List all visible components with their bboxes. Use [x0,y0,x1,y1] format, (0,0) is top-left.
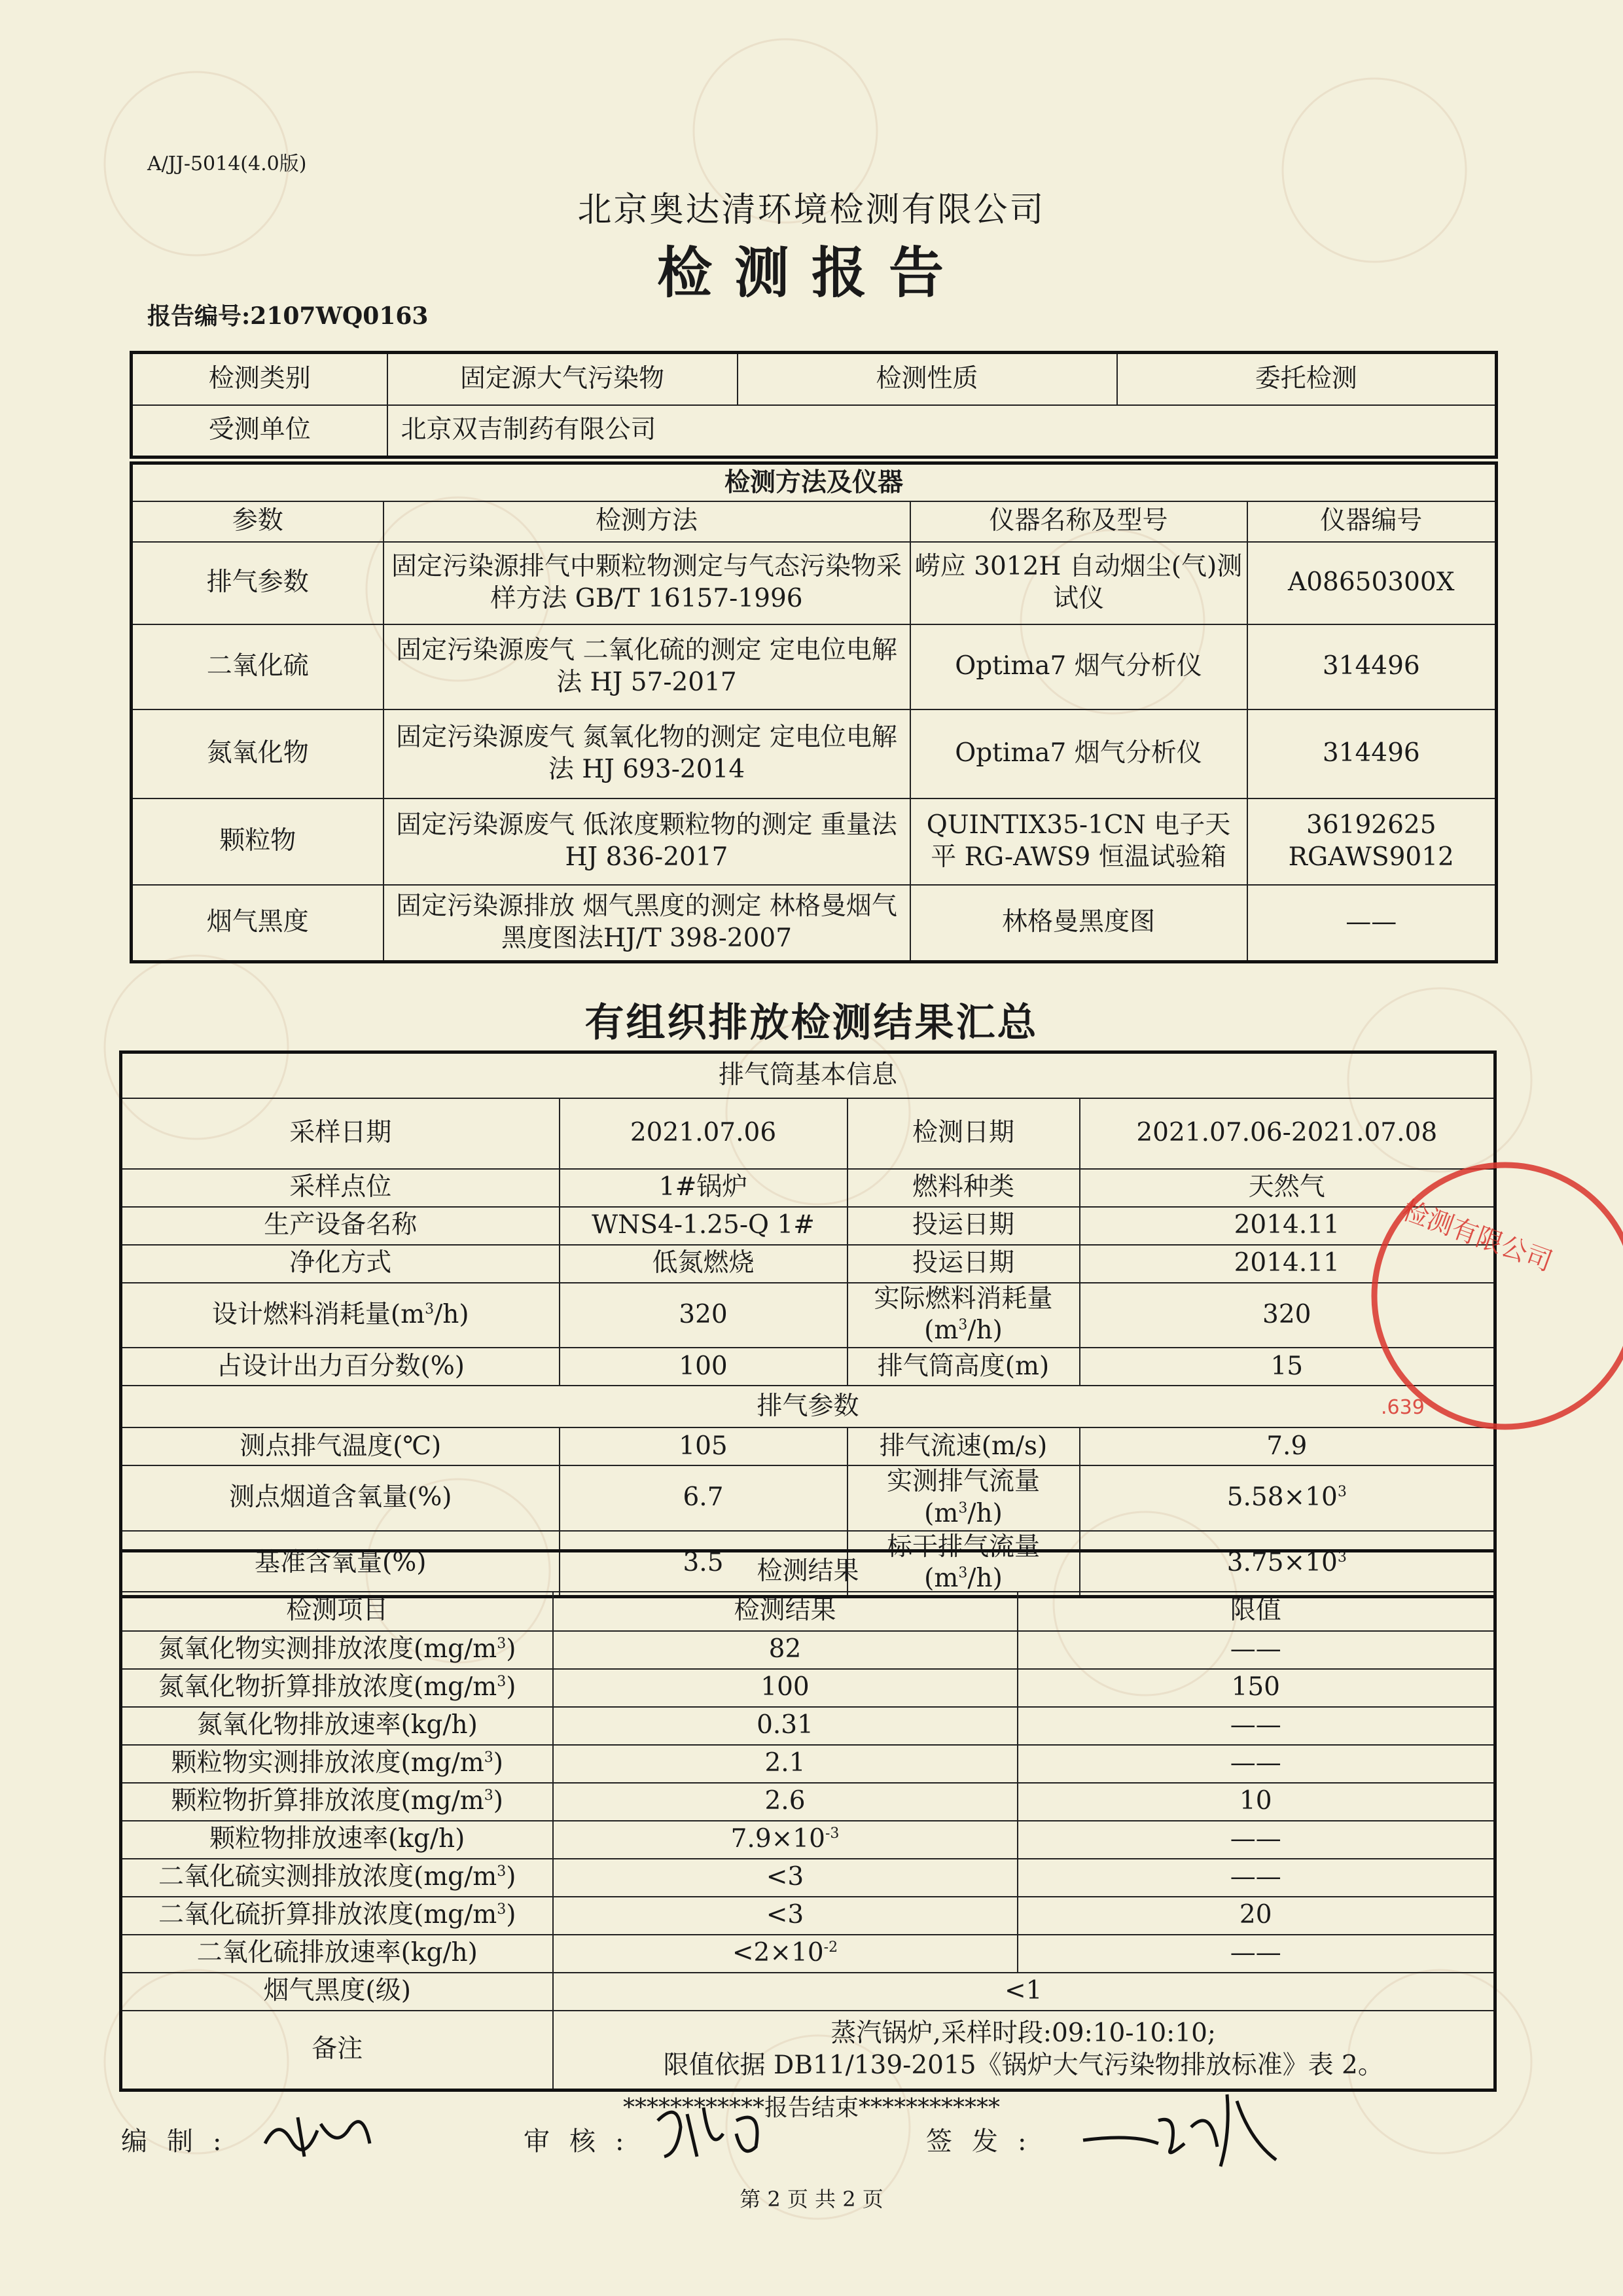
result-limit: —— [1018,1935,1495,1973]
purification-label: 净化方式 [121,1245,560,1283]
page-number: 第 2 页 共 2 页 [740,2187,883,2212]
method-row-instrument: 林格曼黑度图 [910,885,1247,962]
result-item: 颗粒物实测排放浓度$(mg/m^3)$ [121,1745,553,1783]
results-header-item: 检测项目 [121,1592,553,1631]
method-row-number: A08650300X [1247,542,1497,624]
info-table [130,351,1498,459]
result-value: 82 [553,1631,1018,1669]
result-value: <3 [553,1859,1018,1897]
remark-line: 限值依据 DB11/139-2015《锅炉大气污染物排放标准》表 2。 [663,2050,1383,2080]
svg-text:检测有限公司: 检测有限公司 [1398,1195,1556,1278]
method-row-method: 固定污染源废气 低浓度颗粒物的测定 重量法 HJ 836-2017 [383,798,910,885]
result-limit: 150 [1018,1669,1495,1707]
results-title: 检测结果 [121,1551,1495,1592]
method-row-instrument: QUINTIX35-1CN 电子天平 RG-AWS9 恒温试验箱 [910,798,1247,885]
result-limit: 20 [1018,1897,1495,1935]
reference-oxygen-value: 3.5 [560,1531,847,1597]
fuel-type-label: 燃料种类 [847,1169,1080,1207]
sample-date-value: 2021.07.06 [560,1098,847,1169]
result-limit: —— [1018,1707,1495,1745]
category-label: 检测类别 [132,353,387,405]
methods-header-instrument: 仪器名称及型号 [910,501,1247,542]
result-item: 二氧化硫实测排放浓度$(mg/m^3)$ [121,1859,553,1897]
method-row-instrument: Optima7 烟气分析仪 [910,709,1247,798]
basic-info-title: 排气筒基本信息 [121,1052,1495,1098]
result-limit: —— [1018,1745,1495,1783]
result-item: 氮氧化物折算排放浓度$(mg/m^3)$ [121,1669,553,1707]
result-item: 氮氧化物排放速率(kg/h) [121,1707,553,1745]
standard-flow-value: $3.75\times 10^3$ [1080,1531,1495,1597]
operation-date-value: 2014.11 [1080,1207,1495,1245]
stack-height-label: 排气筒高度(m) [847,1348,1080,1386]
design-fuel-label: 设计燃料消耗量$(m^3/h)$ [121,1283,560,1348]
method-row-number: 314496 [1247,624,1497,709]
result-limit: —— [1018,1821,1495,1859]
methods-header-number: 仪器编号 [1247,501,1497,542]
actual-fuel-label: 实际燃料消耗量$(m^3/h)$ [847,1283,1080,1348]
measured-flow-value: $5.58\times 10^3$ [1080,1465,1495,1531]
fuel-type-value: 天然气 [1080,1169,1495,1207]
result-limit: 10 [1018,1783,1495,1821]
results-header-limit: 限值 [1018,1592,1495,1631]
editor-signature [259,2104,376,2163]
method-row-instrument: 崂应 3012H 自动烟尘(气)测试仪 [910,542,1247,624]
reference-oxygen-label: 基准含氧量(%) [121,1531,560,1597]
nature-label: 检测性质 [738,353,1117,405]
method-row-param: 烟气黑度 [132,885,383,962]
result-value: 2.1 [553,1745,1018,1783]
svg-text:.639: .639 [1381,1396,1425,1419]
equipment-label: 生产设备名称 [121,1207,560,1245]
company-name: 北京奥达清环境检测有限公司 [577,190,1046,230]
method-row-method: 固定污染源废气 二氧化硫的测定 定电位电解法 HJ 57-2017 [383,624,910,709]
method-row-instrument: Optima7 烟气分析仪 [910,624,1247,709]
result-value: <3 [553,1897,1018,1935]
methods-section-title: 检测方法及仪器 [132,463,1497,501]
load-percent-label: 占设计出力百分数(%) [121,1348,560,1386]
reviewer-label: 审核: [524,2126,644,2157]
load-percent-value: 100 [560,1348,847,1386]
gas-params-title: 排气参数 [121,1386,1495,1427]
measured-flow-label: 实测排气流量$(m^3/h)$ [847,1465,1080,1531]
method-row-number: 314496 [1247,709,1497,798]
result-value: $<2\times 10^{-2}$ [553,1935,1018,1973]
reviewer-signature [651,2094,795,2166]
temperature-label: 测点排气温度(℃) [121,1427,560,1465]
result-item: 二氧化硫折算排放浓度$(mg/m^3)$ [121,1897,553,1935]
method-row-number: —— [1247,885,1497,962]
result-item: 颗粒物折算排放浓度$(mg/m^3)$ [121,1783,553,1821]
methods-header-param: 参数 [132,501,383,542]
blackness-label: 烟气黑度(级) [121,1973,553,2011]
method-row-method: 固定污染源排放 烟气黑度的测定 林格曼烟气黑度图法HJ/T 398-2007 [383,885,910,962]
blackness-value: <1 [553,1973,1495,2011]
client-label: 受测单位 [132,405,387,457]
method-row-param: 颗粒物 [132,798,383,885]
temperature-value: 105 [560,1427,847,1465]
sampling-point-label: 采样点位 [121,1169,560,1207]
document-code: A/JJ-5014(4.0版) [147,152,307,175]
sample-date-label: 采样日期 [121,1098,560,1169]
design-fuel-value: 320 [560,1283,847,1348]
remark-line: 蒸汽锅炉,采样时段:09:10-10:10; [830,2018,1217,2048]
report-number: 报告编号:2107WQ0163 [147,302,429,330]
category-value: 固定源大气污染物 [387,353,738,405]
methods-header-method: 检测方法 [383,501,910,542]
remark-label: 备注 [121,2011,553,2090]
result-item: 颗粒物排放速率(kg/h) [121,1821,553,1859]
method-row-param: 排气参数 [132,542,383,624]
result-limit: —— [1018,1859,1495,1897]
result-value: 2.6 [553,1783,1018,1821]
results-header-result: 检测结果 [553,1592,1018,1631]
operation-date-label: 投运日期 [847,1207,1080,1245]
operation-date-label: 投运日期 [847,1245,1080,1283]
editor-label: 编制: [121,2126,241,2157]
result-limit: —— [1018,1631,1495,1669]
method-row-method: 固定污染源排气中颗粒物测定与气态污染物采样方法 GB/T 16157-1996 [383,542,910,624]
purification-value: 低氮燃烧 [560,1245,847,1283]
equipment-value: WNS4-1.25-Q 1# [560,1207,847,1245]
oxygen-value: 6.7 [560,1465,847,1531]
method-row-param: 二氧化硫 [132,624,383,709]
company-seal [1315,1158,1556,1433]
results-table [119,1549,1497,2092]
result-value: 100 [553,1669,1018,1707]
test-date-label: 检测日期 [847,1098,1080,1169]
method-row-number: 36192625 RGAWS9012 [1247,798,1497,885]
velocity-value: 7.9 [1080,1427,1495,1465]
standard-flow-label: 标干排气流量$(m^3/h)$ [847,1531,1080,1597]
remark-value [553,2011,1495,2090]
stack-height-value: 15 [1080,1348,1495,1386]
result-item: 氮氧化物实测排放浓度$(mg/m^3)$ [121,1631,553,1669]
oxygen-label: 测点烟道含氧量(%) [121,1465,560,1531]
page-title: 检测报告 [656,241,966,305]
method-row-method: 固定污染源废气 氮氧化物的测定 定电位电解法 HJ 693-2014 [383,709,910,798]
result-value: $7.9\times 10^{-3}$ [553,1821,1018,1859]
signer-signature [1080,2081,1296,2173]
test-date-value: 2021.07.06-2021.07.08 [1080,1098,1495,1169]
methods-table [130,461,1498,963]
report-end-marker: ************报告结束************ [622,2094,1000,2121]
operation-date-value: 2014.11 [1080,1245,1495,1283]
summary-title: 有组织排放检测结果汇总 [584,1000,1039,1046]
result-item: 二氧化硫排放速率(kg/h) [121,1935,553,1973]
summary-table [119,1050,1497,1598]
client-value: 北京双吉制药有限公司 [387,405,1497,457]
result-value: 0.31 [553,1707,1018,1745]
sampling-point-value: 1#锅炉 [560,1169,847,1207]
actual-fuel-value: 320 [1080,1283,1495,1348]
velocity-label: 排气流速(m/s) [847,1427,1080,1465]
method-row-param: 氮氧化物 [132,709,383,798]
signer-label: 签发: [926,2126,1046,2157]
nature-value: 委托检测 [1117,353,1497,405]
